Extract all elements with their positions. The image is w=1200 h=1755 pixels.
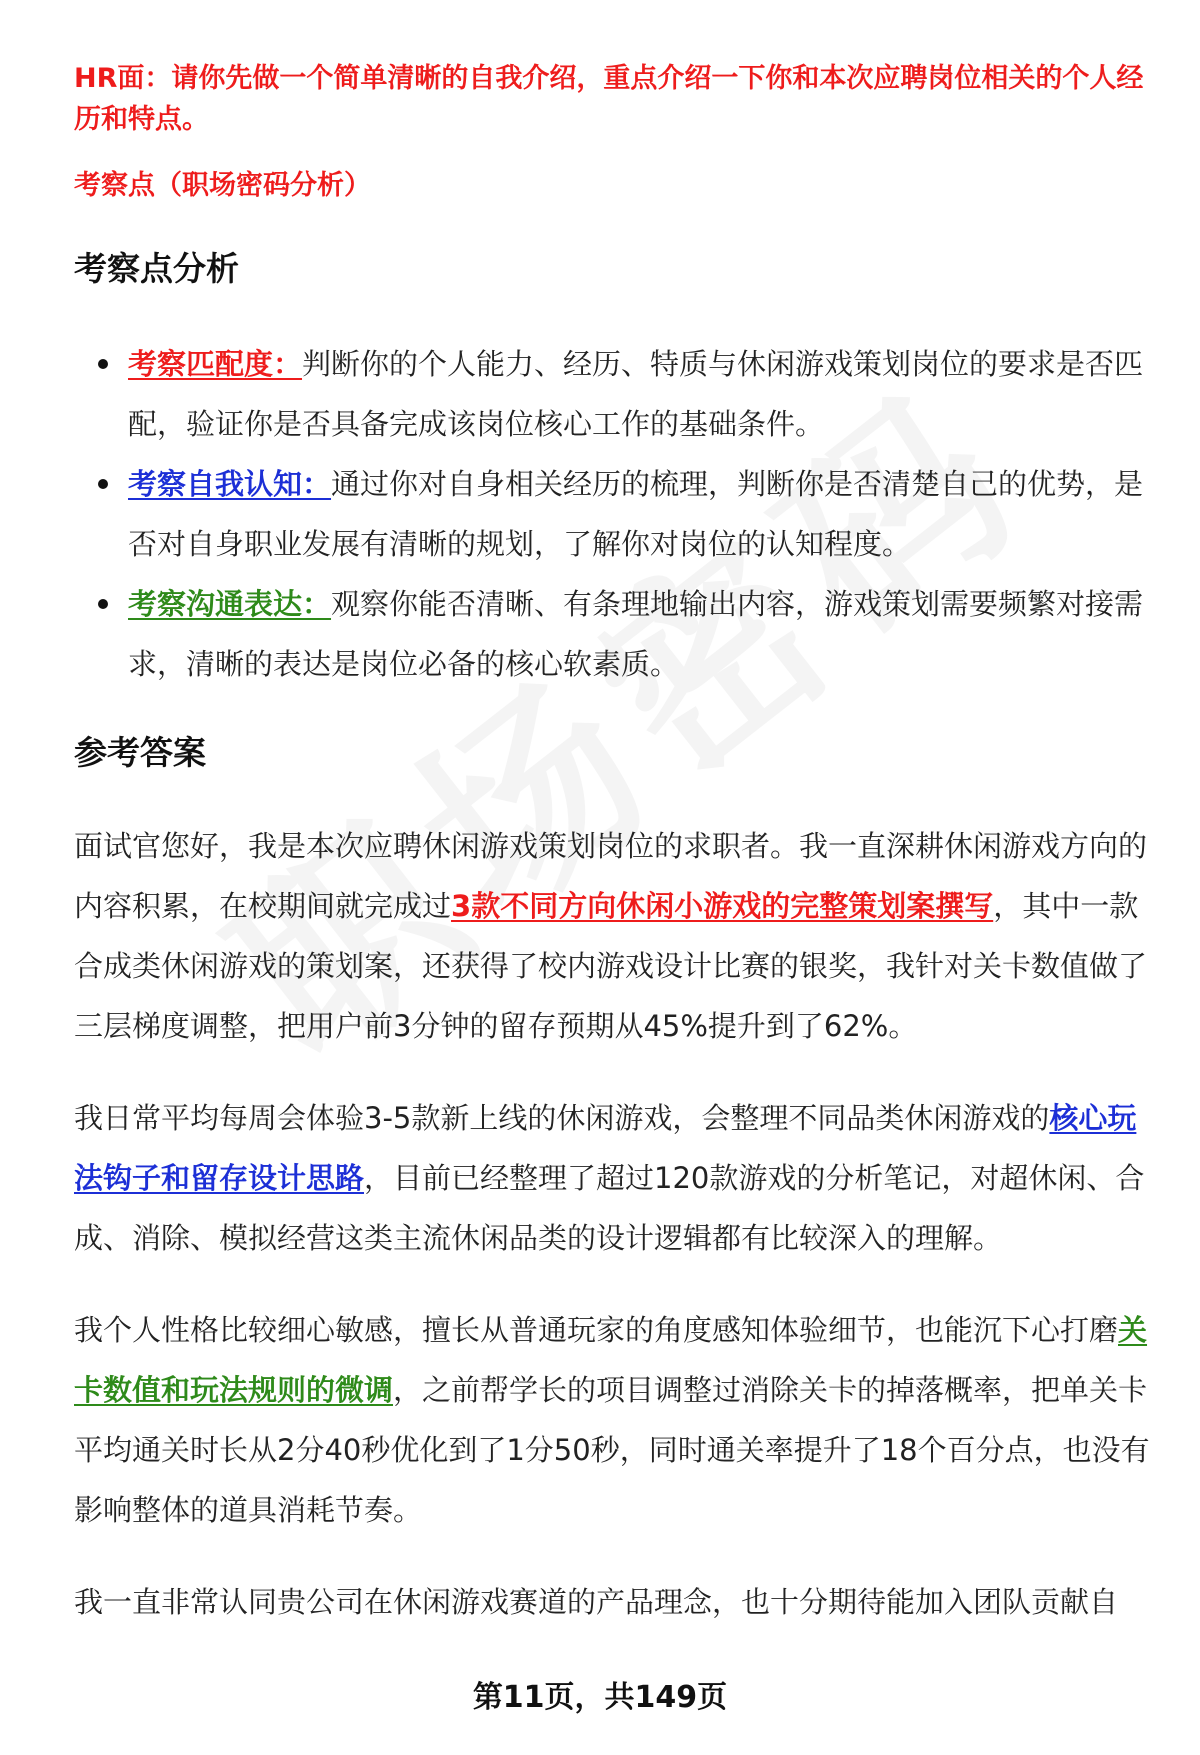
analysis-title: 考察点分析 xyxy=(74,249,239,288)
paragraph-text: ，之前帮学长的项目调整过消除关卡的掉落概率，把单关卡平均通关时长从2分40秒优化到了1分50秒，同时通关率提升了18个百分点，也没有影响整体的道具消耗节奏。 xyxy=(74,1373,1150,1527)
analysis-list xyxy=(74,334,1150,694)
answer-paragraph xyxy=(74,816,1150,1056)
assessment-subheading: 考察点（职场密码分析） xyxy=(74,170,371,201)
answer-paragraph xyxy=(74,1300,1150,1540)
paragraph-text: 我一直非常认同贵公司在休闲游戏赛道的产品理念，也十分期待能加入团队贡献自 xyxy=(74,1585,1119,1619)
analysis-item-text: 通过你对自身相关经历的梳理，判断你是否清楚自己的优势，是否对自身职业发展有清晰的规划，了解你对岗位的认知程度。 xyxy=(128,467,1144,561)
bullet-icon xyxy=(98,599,108,609)
analysis-item-label: 考察匹配度： xyxy=(128,347,303,381)
analysis-item-label: 考察沟通表达： xyxy=(128,587,332,621)
paragraph-text: 我个人性格比较细心敏感，擅长从普通玩家的角度感知体验细节，也能沉下心打磨 xyxy=(74,1313,1119,1347)
document-body xyxy=(74,58,1150,1632)
analysis-item-label: 考察自我认知： xyxy=(128,467,332,501)
page-number: 第11页，共149页 xyxy=(472,1680,728,1715)
highlight-text: 核心玩法钩子和留存设计思路 xyxy=(74,1101,1137,1195)
answer-title: 参考答案 xyxy=(74,733,206,772)
bullet-icon xyxy=(98,359,108,369)
bullet-icon xyxy=(98,479,108,489)
analysis-item-communication xyxy=(74,574,1150,694)
paragraph-text: 我日常平均每周会体验3-5款新上线的休闲游戏，会整理不同品类休闲游戏的 xyxy=(74,1101,1050,1135)
answer-paragraph xyxy=(74,1572,1150,1632)
analysis-item-match xyxy=(74,334,1150,454)
paragraph-text: ，目前已经整理了超过120款游戏的分析笔记，对超休闲、合成、消除、模拟经营这类主流休闲品类的设计逻辑都有比较深入的理解。 xyxy=(74,1161,1145,1255)
highlight-text: 3款不同方向休闲小游戏的完整策划案撰写 xyxy=(451,889,994,923)
interview-question: HR面：请你先做一个简单清晰的自我介绍，重点介绍一下你和本次应聘岗位相关的个人经历和特点。 xyxy=(74,63,1144,135)
answer-paragraph xyxy=(74,1088,1150,1268)
highlight-text: 关卡数值和玩法规则的微调 xyxy=(74,1313,1148,1407)
paragraph-text: ，其中一款合成类休闲游戏的策划案，还获得了校内游戏设计比赛的银奖，我针对关卡数值做了三层梯度调整，把用户前3分钟的留存预期从45%提升到了62%。 xyxy=(74,889,1148,1043)
analysis-item-self-awareness xyxy=(74,454,1150,574)
paragraph-text: 面试官您好，我是本次应聘休闲游戏策划岗位的求职者。我一直深耕休闲游戏方向的内容积累，在校期间就完成过 xyxy=(74,829,1148,923)
analysis-item-text: 观察你能否清晰、有条理地输出内容，游戏策划需要频繁对接需求，清晰的表达是岗位必备的核心软素质。 xyxy=(128,587,1144,681)
analysis-item-text: 判断你的个人能力、经历、特质与休闲游戏策划岗位的要求是否匹配，验证你是否具备完成该岗位核心工作的基础条件。 xyxy=(128,347,1144,441)
